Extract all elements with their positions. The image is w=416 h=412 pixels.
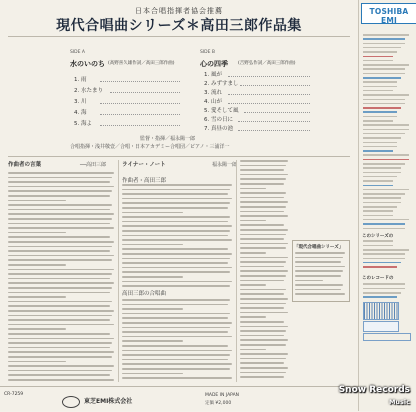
text-line	[122, 350, 232, 352]
side-text-line	[363, 159, 409, 161]
text-line	[8, 200, 66, 202]
side-text-line	[363, 38, 405, 40]
text-line	[240, 358, 286, 360]
text-line	[122, 262, 228, 264]
side-text-line	[363, 245, 393, 247]
credits-performers: 合唱指揮・浅井敬壹／合唱・日本アカデミー合唱団／ピアノ・三浦洋一	[70, 144, 230, 150]
text-line	[122, 359, 228, 361]
side-text-line	[363, 120, 393, 122]
text-line	[8, 328, 66, 330]
side-b-label: SIDE B	[200, 50, 216, 55]
text-line	[122, 230, 230, 232]
text-line	[122, 198, 232, 200]
side-text-line	[363, 51, 397, 53]
text-line	[8, 255, 114, 257]
side-a-work-note: (高野喜久雄作詞／高田三郎作曲)	[108, 61, 175, 66]
text-line	[122, 331, 228, 333]
text-line	[122, 271, 230, 273]
text-line	[122, 317, 228, 319]
side-b-track-3: 3. 流れ	[204, 90, 222, 96]
side-text-line	[363, 215, 393, 217]
text-line	[122, 253, 232, 255]
text-line	[8, 310, 114, 312]
side-text-line	[363, 292, 401, 294]
text-line	[122, 221, 228, 223]
text-line	[240, 284, 266, 286]
side-note-1: このシリーズの	[362, 234, 394, 239]
text-line	[122, 235, 228, 237]
side-text-line	[363, 124, 409, 126]
text-line	[8, 246, 112, 248]
text-line	[8, 227, 114, 229]
text-line	[8, 236, 110, 238]
text-line	[240, 312, 288, 314]
footer	[0, 386, 358, 412]
text-line	[240, 298, 288, 300]
text-line	[8, 319, 110, 321]
text-line	[240, 197, 284, 199]
text-line	[8, 374, 110, 376]
side-b-track-1: 1. 風が	[204, 72, 222, 78]
side-text-line	[363, 154, 409, 156]
text-line	[240, 257, 288, 259]
text-line	[122, 216, 230, 218]
text-line	[122, 244, 183, 246]
text-line	[8, 370, 112, 372]
text-line	[8, 292, 110, 294]
side-text-line	[363, 193, 405, 195]
side-text-line	[363, 137, 401, 139]
text-line	[122, 363, 232, 365]
side-text-line	[363, 146, 397, 148]
side-text-line	[363, 47, 401, 49]
side-text-line	[363, 283, 405, 285]
text-line	[240, 229, 288, 231]
text-line	[240, 335, 284, 337]
side-text-line	[363, 86, 397, 88]
side-text-line	[363, 103, 405, 105]
side-graphic-2	[363, 321, 399, 332]
side-text-line	[363, 163, 405, 165]
footer-company: 東芝EMI株式会社	[84, 398, 133, 405]
text-line	[8, 195, 110, 197]
side-text-line	[363, 219, 409, 221]
section-rule	[8, 156, 350, 157]
text-line	[240, 165, 286, 167]
text-line	[8, 190, 112, 192]
side-a-track-3: 3. 川	[74, 99, 87, 105]
side-a-label: SIDE A	[70, 50, 86, 55]
text-line	[240, 201, 288, 203]
side-text-line	[363, 56, 393, 58]
text-line	[240, 362, 284, 364]
side-graphic-3	[363, 333, 411, 341]
text-line	[122, 276, 183, 278]
side-text-line	[363, 64, 409, 66]
side-b-track-7: 7. 真昼の池	[204, 126, 233, 132]
col1-author: ──高田三郎	[80, 162, 107, 168]
text-line	[240, 293, 284, 295]
text-line	[122, 345, 228, 347]
side-note-2: このレコードの	[362, 276, 394, 281]
text-line	[240, 330, 286, 332]
text-line	[240, 206, 286, 208]
col3-heading: 「現代合唱曲シリーズ」	[294, 245, 344, 250]
text-line	[122, 299, 230, 301]
side-text-line	[363, 197, 401, 199]
text-line	[122, 340, 183, 342]
side-text-line	[363, 167, 401, 169]
text-line	[240, 326, 288, 328]
side-text-line	[363, 90, 393, 92]
text-line	[295, 252, 345, 254]
side-text-line	[363, 133, 405, 135]
text-line	[240, 349, 266, 351]
text-line	[122, 207, 228, 209]
text-line	[8, 347, 110, 349]
side-text-line	[363, 68, 405, 70]
text-line	[8, 250, 110, 252]
credits-conductor: 監督・指揮／福永陽一郎	[140, 136, 196, 142]
text-line	[122, 377, 232, 379]
text-line	[8, 342, 112, 344]
text-line	[8, 379, 114, 381]
text-line	[8, 223, 110, 225]
text-line	[8, 259, 112, 261]
text-line	[240, 224, 284, 226]
side-text-line	[363, 81, 397, 83]
text-line	[8, 213, 114, 215]
side-text-line	[363, 296, 397, 298]
text-line	[122, 225, 232, 227]
text-line	[240, 215, 288, 217]
text-line	[240, 252, 266, 254]
side-panel	[358, 0, 416, 411]
side-b-track-6: 6. 雪の日に	[204, 117, 233, 123]
text-line	[240, 303, 286, 305]
footer-price: 定価 ¥2,000	[205, 401, 232, 406]
side-text-line	[363, 116, 397, 118]
side-b-track-2: 2. みずすまし	[204, 81, 239, 87]
text-line	[295, 261, 341, 263]
album-title: 現代合唱曲シリーズ＊高田三郎作品集	[56, 18, 302, 34]
text-line	[122, 313, 230, 315]
text-line	[8, 172, 114, 174]
text-line	[240, 238, 284, 240]
side-text-line	[363, 77, 401, 79]
text-line	[122, 336, 232, 338]
side-text-line	[363, 129, 409, 131]
text-line	[8, 315, 112, 317]
text-line	[8, 209, 110, 211]
col1-heading: 作曲者の言葉	[8, 162, 42, 168]
text-line	[240, 261, 286, 263]
text-line	[122, 327, 230, 329]
side-text-line	[363, 206, 397, 208]
side-text-line	[363, 185, 393, 187]
text-line	[122, 267, 232, 269]
text-line	[240, 344, 286, 346]
text-line	[122, 193, 228, 195]
side-text-line	[363, 94, 409, 96]
text-line	[8, 365, 114, 367]
footer-made-in: MADE IN JAPAN	[205, 393, 240, 398]
side-text-line	[363, 262, 401, 264]
side-text-line	[363, 266, 397, 268]
text-line	[240, 211, 284, 213]
toshiba-emi-logo: TOSHIBA EMI	[361, 3, 416, 24]
col2-heading: ライナー・ノート	[122, 162, 166, 168]
text-line	[240, 289, 286, 291]
text-line	[240, 372, 286, 374]
side-b-work-note: (吉野弘作詞／高田三郎作曲)	[238, 61, 296, 66]
text-line	[8, 356, 112, 358]
text-line	[295, 284, 343, 286]
text-line	[8, 204, 112, 206]
watermark-subtext: Music	[388, 398, 410, 406]
side-a-track-2: 2. 水たまり	[74, 88, 103, 94]
text-line	[122, 281, 232, 283]
text-line	[240, 169, 284, 171]
text-line	[122, 354, 230, 356]
text-line	[240, 367, 288, 369]
side-b-work-title: 心の四季	[200, 60, 228, 68]
side-a-track-4: 4. 海	[74, 110, 87, 116]
text-line	[8, 333, 110, 335]
text-line	[122, 322, 232, 324]
text-line	[240, 243, 288, 245]
col2-author: 福永陽一郎	[212, 162, 238, 168]
text-line	[240, 192, 286, 194]
side-b-track-4: 4. 山が	[204, 99, 222, 105]
text-line	[122, 189, 230, 191]
text-line	[240, 353, 288, 355]
side-text-line	[363, 249, 409, 251]
text-line	[240, 321, 284, 323]
text-line	[8, 301, 112, 303]
text-line	[122, 304, 228, 306]
text-line	[240, 280, 284, 282]
text-line	[8, 324, 114, 326]
text-line	[240, 220, 266, 222]
text-line	[295, 280, 323, 282]
text-line	[240, 307, 284, 309]
text-line	[122, 258, 230, 260]
text-line	[8, 186, 114, 188]
side-text-line	[363, 240, 393, 242]
text-line	[240, 174, 288, 176]
text-line	[240, 376, 284, 378]
text-line	[240, 270, 288, 272]
toshiba-emi-logo-icon	[62, 396, 80, 408]
side-text-line	[363, 150, 393, 152]
text-line	[8, 287, 112, 289]
text-line	[8, 361, 66, 363]
text-line	[8, 177, 112, 179]
text-line	[8, 305, 110, 307]
text-line	[8, 296, 66, 298]
side-text-line	[363, 176, 397, 178]
text-line	[240, 247, 286, 249]
text-line	[122, 202, 230, 204]
text-line	[122, 239, 232, 241]
text-line	[8, 278, 110, 280]
side-text-line	[363, 73, 405, 75]
text-line	[8, 264, 66, 266]
side-a-work-title: 水のいのち	[70, 60, 105, 68]
text-line	[8, 338, 114, 340]
text-line	[122, 285, 230, 287]
text-line	[122, 368, 230, 370]
text-line	[8, 273, 112, 275]
text-line	[240, 234, 286, 236]
text-line	[8, 269, 114, 271]
side-text-line	[363, 60, 393, 62]
side-text-line	[363, 210, 393, 212]
text-line	[8, 218, 112, 220]
side-text-line	[363, 258, 405, 260]
text-line	[240, 266, 284, 268]
text-line	[122, 248, 228, 250]
text-line	[122, 308, 183, 310]
text-line	[8, 232, 66, 234]
side-text-line	[363, 223, 405, 225]
side-text-line	[363, 34, 409, 36]
side-text-line	[363, 99, 405, 101]
footer-catalog: CR-7259	[4, 392, 24, 397]
text-line	[240, 316, 266, 318]
header-subtitle: 日本合唱指揮者協会推薦	[135, 7, 223, 15]
watermark-text: Snow Records	[338, 385, 410, 395]
side-text-line	[363, 202, 401, 204]
text-line	[240, 275, 286, 277]
side-text-line	[363, 111, 397, 113]
side-text-line	[363, 172, 401, 174]
side-text-line	[363, 142, 397, 144]
side-text-line	[363, 43, 405, 45]
side-a-track-5: 5. 海よ	[74, 121, 92, 127]
side-text-line	[363, 228, 405, 230]
text-line	[122, 212, 183, 214]
text-line	[240, 160, 288, 162]
text-line	[240, 188, 266, 190]
side-text-line	[363, 288, 405, 290]
text-line	[122, 373, 183, 375]
text-line	[8, 351, 114, 353]
text-line	[240, 178, 286, 180]
side-a-track-1: 1. 雨	[74, 77, 87, 83]
side-b-track-5: 5. 愛そして風	[204, 108, 239, 114]
text-line	[295, 257, 343, 259]
side-text-line	[363, 189, 409, 191]
text-line	[295, 270, 343, 272]
side-text-line	[363, 107, 401, 109]
col2-subheading-1: 作曲者・高田三郎	[122, 178, 167, 184]
col2-subheading-2: 高田三郎の合唱曲	[122, 291, 167, 297]
text-line	[240, 183, 284, 185]
barcode-graphic	[363, 302, 399, 320]
text-line	[8, 181, 110, 183]
text-line	[295, 275, 341, 277]
text-line	[8, 241, 114, 243]
header-rule	[8, 36, 350, 37]
side-text-line	[363, 253, 405, 255]
side-text-line	[363, 180, 393, 182]
text-line	[122, 184, 232, 186]
text-line	[8, 282, 114, 284]
text-line	[295, 293, 345, 295]
text-line	[240, 339, 288, 341]
